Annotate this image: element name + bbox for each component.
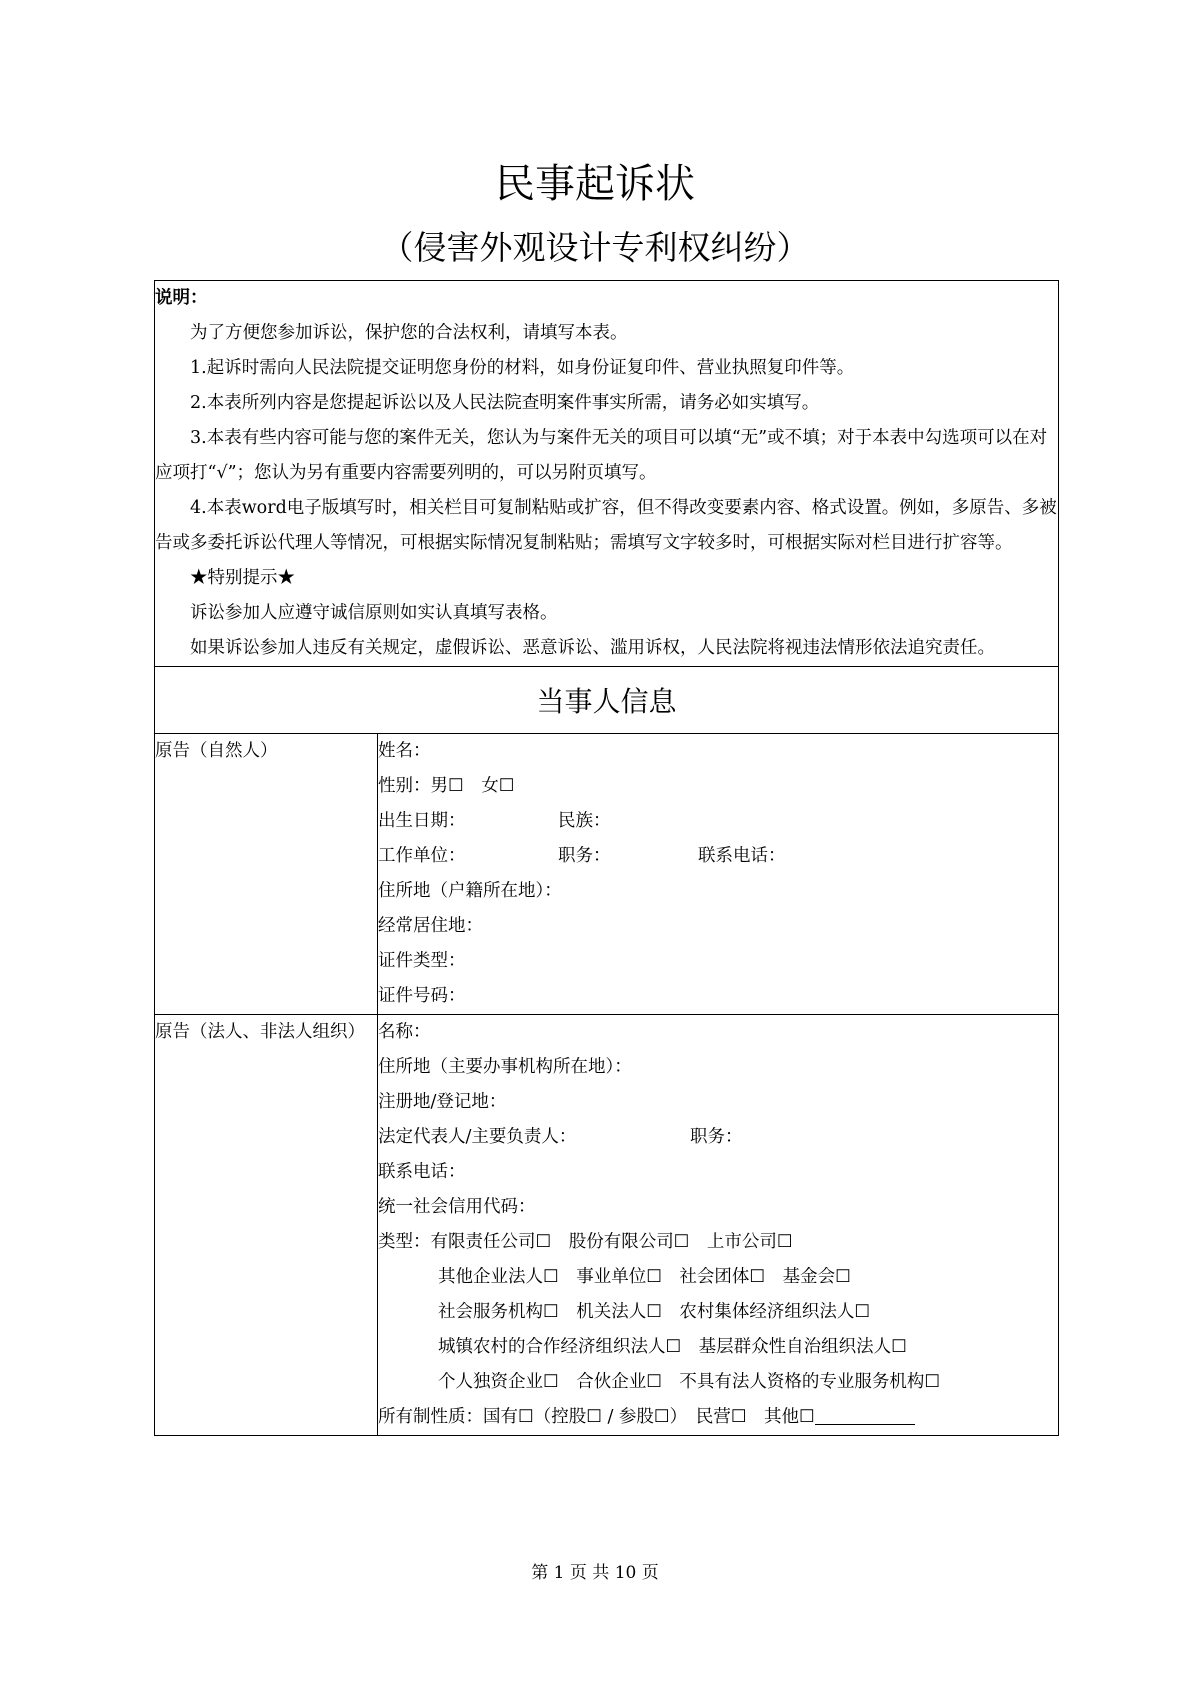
- ownership-options[interactable]: 所有制性质：国有☐（控股☐ / 参股☐） 民营☐ 其他☐: [378, 1407, 815, 1427]
- plaintiff-person-label: 原告（自然人）: [155, 734, 378, 1015]
- phone-field[interactable]: 联系电话：: [698, 846, 786, 866]
- document-title: 民事起诉状: [495, 161, 695, 207]
- birth-ethnicity-line: [378, 804, 1058, 839]
- org-type-options[interactable]: 其他企业法人☐ 事业单位☐ 社会团体☐ 基金会☐: [438, 1267, 851, 1287]
- work-unit-field[interactable]: 工作单位：: [378, 846, 466, 866]
- section-header-row: [155, 667, 1059, 734]
- org-type-label: 类型：: [378, 1232, 431, 1252]
- residence-field[interactable]: 经常居住地：: [378, 916, 483, 936]
- birth-date-field[interactable]: 出生日期：: [378, 811, 466, 831]
- section-title: 当事人信息: [155, 667, 1059, 734]
- plaintiff-person-row: [155, 734, 1059, 1015]
- ethnicity-field[interactable]: 民族：: [558, 811, 611, 831]
- domicile-field[interactable]: 住所地（户籍所在地）：: [378, 881, 562, 901]
- representative-field[interactable]: 法定代表人/主要负责人：: [378, 1127, 577, 1147]
- document-subtitle: （侵害外观设计专利权纠纷）: [380, 228, 810, 267]
- org-name-field[interactable]: 名称：: [378, 1022, 431, 1042]
- plaintiff-person-fields: [378, 734, 1059, 1015]
- other-ownership-blank[interactable]: [815, 1404, 915, 1425]
- notes-paragraph: 2.本表所列内容是您提起诉讼以及人民法院查明案件事实所需，请务必如实填写。: [190, 393, 820, 413]
- notes-row: [155, 281, 1059, 667]
- org-domicile-field[interactable]: 住所地（主要办事机构所在地）：: [378, 1057, 632, 1077]
- org-phone-field[interactable]: 联系电话：: [378, 1162, 466, 1182]
- org-type-options[interactable]: 个人独资企业☐ 合伙企业☐ 不具有法人资格的专业服务机构☐: [438, 1372, 941, 1392]
- ownership-line: [378, 1400, 1058, 1435]
- work-line: [378, 839, 1058, 874]
- representative-line: [378, 1120, 1058, 1155]
- notes-paragraph: 如果诉讼参加人违反有关规定，虚假诉讼、恶意诉讼、滥用诉权，人民法院将视违法情形依法追究责任。: [190, 638, 995, 658]
- org-position-field[interactable]: 职务：: [690, 1127, 743, 1147]
- plaintiff-org-row: [155, 1015, 1059, 1436]
- position-field[interactable]: 职务：: [558, 846, 611, 866]
- notes-paragraph: 3.本表有些内容可能与您的案件无关，您认为与案件无关的项目可以填“无”或不填；对于本表中勾选项可以在对应项打“√”；您认为另有重要内容需要列明的，可以另附页填写。: [155, 428, 1048, 483]
- notes-paragraph: 1.起诉时需向人民法院提交证明您身份的材料，如身份证复印件、营业执照复印件等。: [190, 358, 855, 378]
- page-number: 第 1 页 共 10 页: [531, 1563, 659, 1583]
- id-type-field[interactable]: 证件类型：: [378, 951, 466, 971]
- notes-heading: 说明：: [155, 288, 208, 308]
- special-notice-heading: ★特别提示★: [190, 568, 295, 588]
- org-type-options[interactable]: 社会服务机构☐ 机关法人☐ 农村集体经济组织法人☐: [438, 1302, 871, 1322]
- notes-paragraph: 诉讼参加人应遵守诚信原则如实认真填写表格。: [190, 603, 558, 623]
- registration-field[interactable]: 注册地/登记地：: [378, 1092, 507, 1112]
- notes-cell: [155, 281, 1059, 667]
- id-number-field[interactable]: 证件号码：: [378, 986, 466, 1006]
- plaintiff-org-label: 原告（法人、非法人组织）: [155, 1015, 378, 1436]
- org-type-options[interactable]: 有限责任公司☐ 股份有限公司☐ 上市公司☐: [430, 1232, 793, 1252]
- notes-paragraph: 4.本表word电子版填写时，相关栏目可复制粘贴或扩容，但不得改变要素内容、格式设置。例如，多原告、多被告或多委托诉讼代理人等情况，可根据实际情况复制粘贴；需填写文字较多时，可根据实际对栏目进行扩容等。: [155, 498, 1057, 553]
- complaint-form-table: [154, 280, 1059, 1436]
- credit-code-field[interactable]: 统一社会信用代码：: [378, 1197, 536, 1217]
- notes-paragraph: 为了方便您参加诉讼，保护您的合法权利，请填写本表。: [190, 323, 628, 343]
- org-type-line: [378, 1225, 1058, 1260]
- plaintiff-org-fields: [378, 1015, 1059, 1436]
- org-type-options[interactable]: 城镇农村的合作经济组织法人☐ 基层群众性自治组织法人☐: [438, 1337, 907, 1357]
- gender-field[interactable]: 性别：男☐ 女☐: [378, 776, 515, 796]
- name-field[interactable]: 姓名：: [378, 741, 431, 761]
